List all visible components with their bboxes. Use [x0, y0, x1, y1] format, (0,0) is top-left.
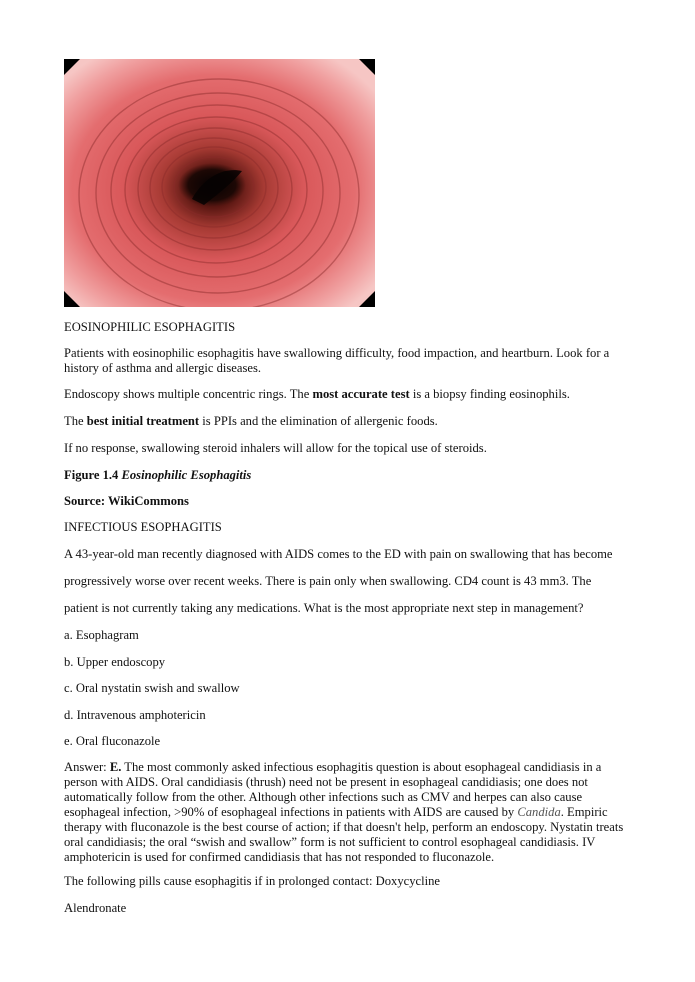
figure-source	[64, 494, 636, 509]
eoe-endoscopy-paragraph	[64, 387, 636, 402]
pills-paragraph: The following pills cause esophagitis if in prolonged contact: Doxycycline	[64, 874, 440, 888]
option-d: d. Intravenous amphotericin	[64, 708, 206, 722]
eoe-symptoms-paragraph: Patients with eosinophilic esophagitis have swallowing difficulty, food impaction, and heartburn. Look for a history of asthma and allergic diseases.	[64, 346, 610, 375]
option-a: a. Esophagram	[64, 628, 139, 642]
option-c: c. Oral nystatin swish and swallow	[64, 681, 240, 695]
eoe-treatment-paragraph	[64, 414, 636, 429]
best-initial-treatment-bold: best initial treatment	[86, 414, 200, 428]
p2-text-a: Endoscopy shows multiple concentric rings. The	[64, 387, 313, 401]
figure-caption	[64, 468, 636, 483]
figure-title: Eosinophilic Esophagitis	[121, 468, 252, 482]
answer-text-1: The most commonly asked infectious esophagitis question is about esophageal candidiasis in a person with AIDS. Oral candidiasis (thrush) need not be present in esophageal candidiasis; one does not automatically follow from the other. Although other infections such as CMV and herpes can also cause esophageal infection, >90% of esophageal infections in patients with AIDS are caused by	[64, 760, 602, 819]
option-e: e. Oral fluconazole	[64, 734, 161, 748]
question-line-3: patient is not currently taking any medications. What is the most appropriate next step in management?	[64, 601, 584, 615]
option-b: b. Upper endoscopy	[64, 655, 166, 669]
candida-italic: Candida	[517, 805, 561, 819]
answer-paragraph	[64, 760, 636, 865]
question-line-1: A 43-year-old man recently diagnosed with AIDS comes to the ED with pain on swallowing that has become	[64, 547, 613, 561]
question-line-2: progressively worse over recent weeks. There is pain only when swallowing. CD4 count is 43 mm3. The	[64, 574, 592, 588]
infectious-heading: INFECTIOUS ESOPHAGITIS	[64, 520, 222, 534]
figure-label: Figure 1.4	[64, 468, 122, 482]
p3-text-c: is PPIs and the elimination of allergenic foods.	[199, 414, 438, 428]
answer-label: Answer:	[64, 760, 110, 774]
answer-letter: E.	[109, 760, 122, 774]
eoe-heading: EOSINOPHILIC ESOPHAGITIS	[64, 320, 236, 334]
most-accurate-test-bold: most accurate test	[312, 387, 410, 401]
answer-text-2: . Empiric therapy with fluconazole is the best course of action; if that doesn't help, perform an endoscopy. Nystatin treats oral candidiasis; the oral “swish and swallow” form is not sufficient to control esophageal candidiasis. IV amphotericin is used for confirmed candidiasis that has not responded to fluconazole.	[64, 805, 624, 864]
endoscopy-image	[64, 59, 375, 307]
alendronate-line: Alendronate	[64, 901, 127, 915]
eoe-no-response-paragraph: If no response, swallowing steroid inhalers will allow for the topical use of steroids.	[64, 441, 487, 455]
p3-text-a: The	[64, 414, 87, 428]
source-label: Source: WikiCommons	[64, 494, 189, 508]
p2-text-c: is a biopsy finding eosinophils.	[409, 387, 570, 401]
